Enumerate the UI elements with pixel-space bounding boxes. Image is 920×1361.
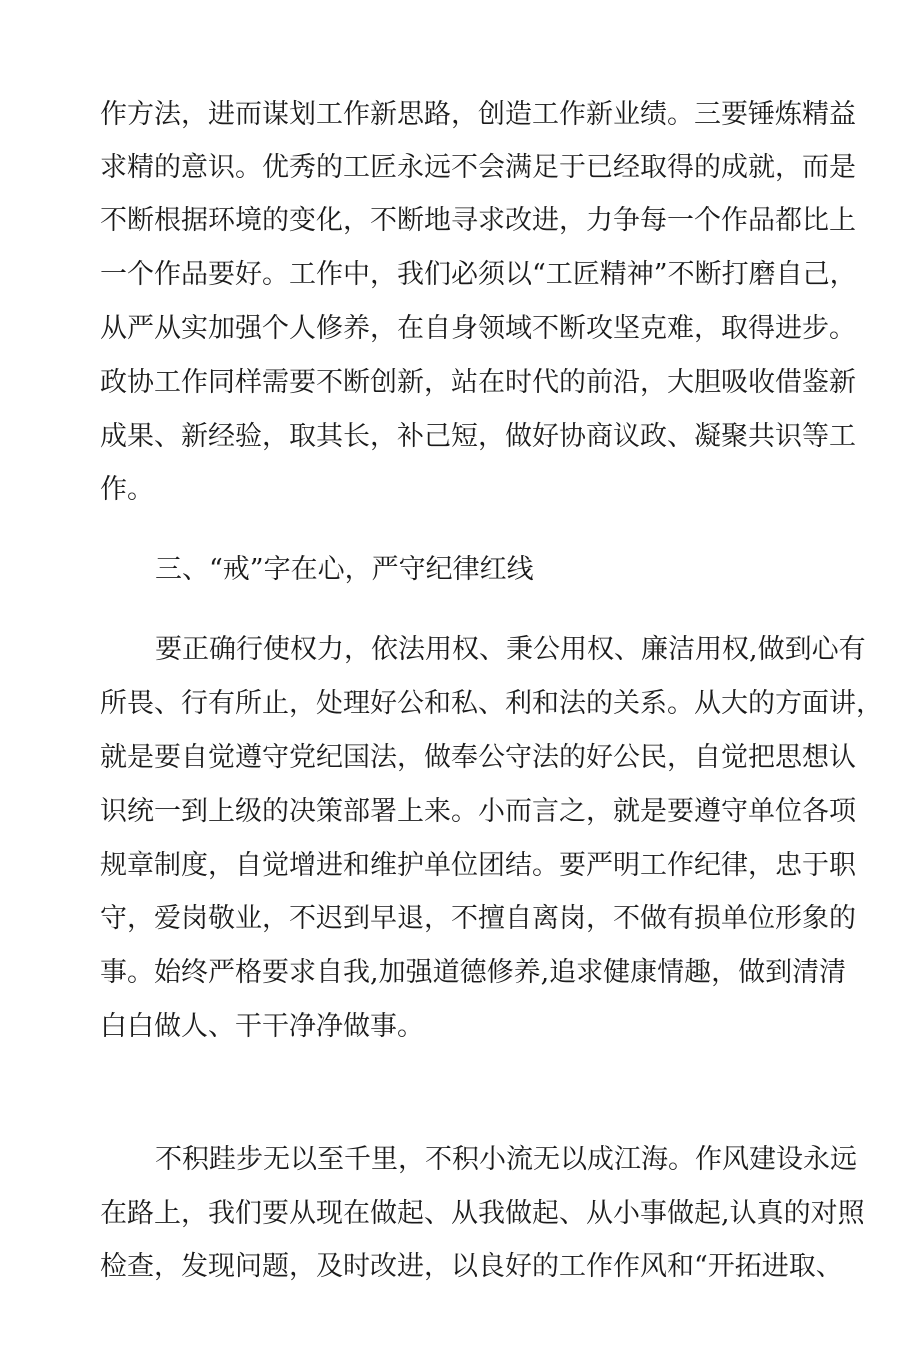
- section-heading: 三、“戒”字在心，严守纪律红线: [155, 554, 534, 585]
- paragraph-line: 规章制度，自觉增进和维护单位团结。要严明工作纪律，忠于职: [100, 850, 856, 881]
- paragraph-line: 事。始终严格要求自我,加强道德修养,追求健康情趣，做到清清: [100, 957, 847, 988]
- paragraph-line: 检查，发现问题，及时改进，以良好的工作作风和“开拓进取、: [100, 1251, 843, 1282]
- paragraph-line: 不断根据环境的变化，不断地寻求改进，力争每一个作品都比上: [100, 205, 856, 236]
- paragraph-line: 作。: [100, 474, 154, 505]
- paragraph-line: 在路上，我们要从现在做起、从我做起、从小事做起,认真的对照: [100, 1198, 865, 1229]
- paragraph-line: 从严从实加强个人修养，在自身领域不断攻坚克难，取得进步。: [100, 313, 856, 344]
- paragraph-line: 不积跬步无以至千里，不积小流无以成江海。作风建设永远: [155, 1144, 857, 1175]
- paragraph-line: 求精的意识。优秀的工匠永远不会满足于已经取得的成就，而是: [100, 152, 856, 183]
- paragraph-line: 一个作品要好。工作中，我们必须以“工匠精神”不断打磨自己，: [100, 259, 857, 290]
- paragraph-line: 就是要自觉遵守党纪国法，做奉公守法的好公民，自觉把思想认: [100, 742, 856, 773]
- paragraph-line: 作方法，进而谋划工作新思路，创造工作新业绩。三要锤炼精益: [100, 99, 856, 130]
- paragraph-line: 政协工作同样需要不断创新，站在时代的前沿，大胆吸收借鉴新: [100, 367, 856, 398]
- paragraph-line: 守，爱岗敬业，不迟到早退，不擅自离岗，不做有损单位形象的: [100, 903, 856, 934]
- paragraph-line: 要正确行使权力，依法用权、秉公用权、廉洁用权,做到心有: [155, 634, 866, 665]
- paragraph-line: 成果、新经验，取其长，补己短，做好协商议政、凝聚共识等工: [100, 421, 856, 452]
- paragraph-line: 白白做人、干干净净做事。: [100, 1011, 424, 1042]
- paragraph-line: 识统一到上级的决策部署上来。小而言之，就是要遵守单位各项: [100, 796, 856, 827]
- paragraph-line: 所畏、行有所止，处理好公和私、利和法的关系。从大的方面讲，: [100, 688, 883, 719]
